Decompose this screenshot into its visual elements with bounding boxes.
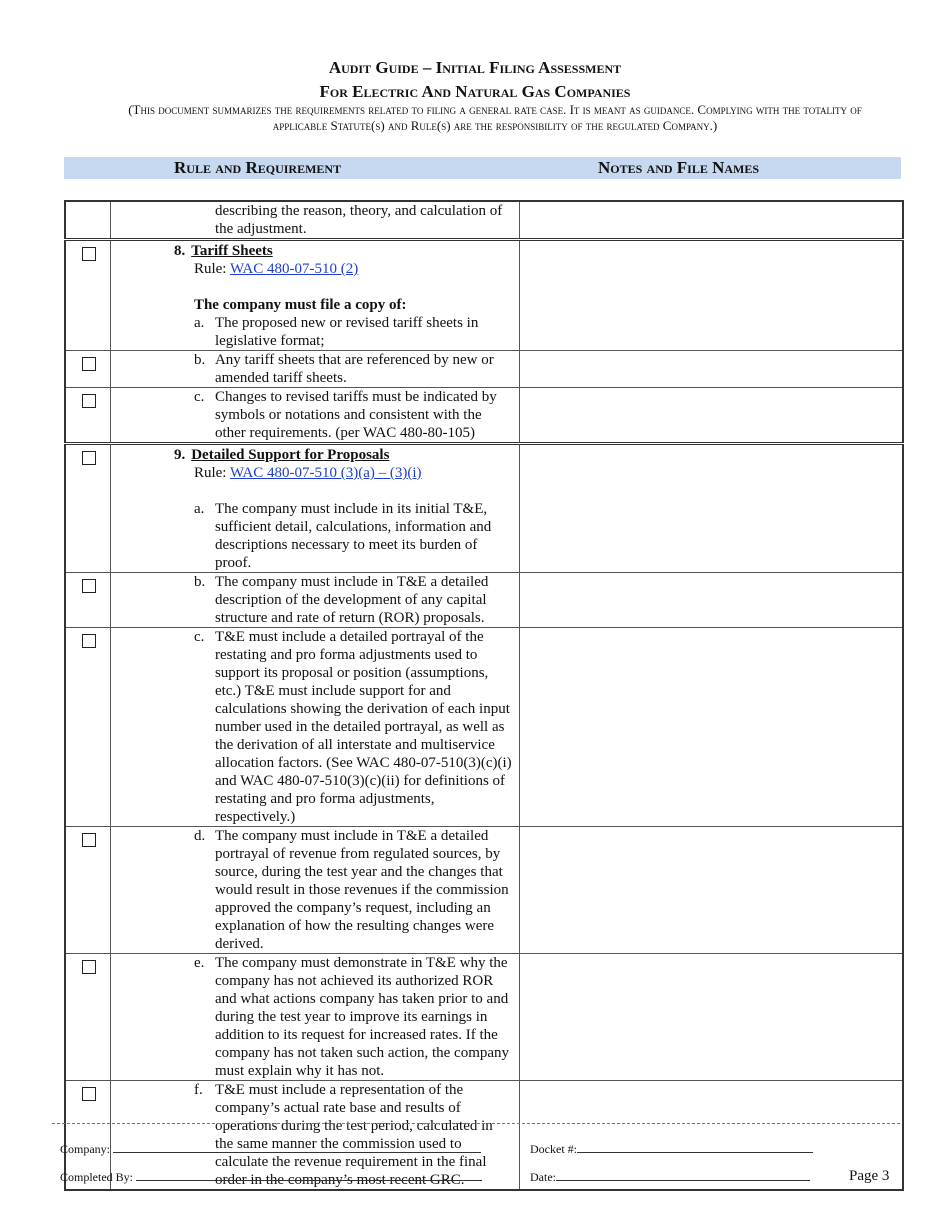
column-header-band: [64, 157, 901, 179]
docket-field: [530, 1140, 813, 1157]
notes-cell[interactable]: [520, 827, 903, 954]
table-row: [65, 388, 903, 444]
notes-cell[interactable]: [520, 628, 903, 827]
docket-label: Docket #:: [530, 1142, 577, 1156]
completed-by-field: [60, 1168, 482, 1185]
section-number: 9.: [173, 447, 186, 463]
footer-divider: [52, 1123, 900, 1124]
item-text: Changes to revised tariffs must be indicated by symbols or notations and consistent with the other requirements. (per WAC 480-80-105): [214, 389, 497, 441]
date-field: [530, 1168, 810, 1185]
item-letter: c.: [193, 389, 205, 405]
item-text: The company must include in T&E a detailed description of the development of any capital structure and rate of return (ROR) proposals.: [214, 574, 489, 626]
table-row: [65, 444, 903, 573]
docket-line[interactable]: [577, 1140, 813, 1153]
item-letter: f.: [193, 1082, 203, 1098]
item-text: The company must include in T&E a detailed portrayal of revenue from regulated sources, by source, during the test year and the changes that would result in those revenues if the commission approved the company’s request, including an explanation of how the resulting changes were derived.: [214, 828, 509, 952]
table-row: [65, 954, 903, 1081]
table-row: [65, 351, 903, 388]
notes-cell[interactable]: [520, 954, 903, 1081]
table-row: [65, 240, 903, 351]
section-title: Tariff Sheets: [191, 243, 273, 259]
item-letter: e.: [193, 955, 205, 971]
company-line[interactable]: [113, 1140, 481, 1153]
checkbox-9e[interactable]: [82, 960, 96, 974]
section-number: 8.: [173, 243, 186, 259]
item-text: The proposed new or revised tariff sheets in legislative format;: [214, 315, 479, 349]
item-text: The company must include in its initial T&E, sufficient detail, calculations, information and descriptions necessary to meet its burden of proof.: [214, 501, 492, 571]
checklist-table: [64, 200, 904, 1191]
intro-text: The company must file a copy of:: [193, 297, 407, 313]
completed-by-label: Completed By:: [60, 1170, 133, 1184]
page-number: Page 3: [849, 1168, 890, 1184]
item-letter: a.: [193, 315, 205, 331]
checkbox-9d[interactable]: [82, 833, 96, 847]
title-line-2: For Electric And Natural Gas Companies: [319, 82, 631, 101]
checkbox-8b[interactable]: [82, 357, 96, 371]
checkbox-9c[interactable]: [82, 634, 96, 648]
item-text: Any tariff sheets that are referenced by new or amended tariff sheets.: [214, 352, 494, 386]
notes-cell[interactable]: [520, 444, 903, 573]
section-title: Detailed Support for Proposals: [191, 447, 390, 463]
table-row: [65, 827, 903, 954]
completed-by-line[interactable]: [136, 1168, 482, 1181]
table-row: [65, 628, 903, 827]
rule-link[interactable]: WAC 480-07-510 (2): [229, 261, 359, 277]
checkbox-8a[interactable]: [82, 247, 96, 261]
company-label: Company:: [60, 1142, 110, 1156]
rule-label: Rule:: [193, 261, 230, 277]
item-text: T&E must include a detailed portrayal of the restating and pro forma adjustments used to support its proposal or position (assumptions, etc.) T&E must include support for and calculations showing the derivation of each input number used in the detailed portrayal, as well as the derivation of all interstate and multiservice allocation factors. (See WAC 480-07-510(3)(c)(i) and WAC 480-07-510(3)(c)(ii) for definitions of restating and pro forma adjustments, respectively.): [214, 629, 512, 825]
subtitle: (This document summarizes the requirements related to filing a general rate case. It is meant as guidance. Complying with the totality of applicable Statute(s) and Rule(s) are the responsibility of the regulated Company.): [128, 102, 862, 133]
notes-cell[interactable]: [520, 388, 903, 444]
item-letter: c.: [193, 629, 205, 645]
item-text: The company must demonstrate in T&E why the company has not achieved its authorized ROR and what actions company has taken prior to and during the test year to improve its earnings in addition to its request for increased rates. If the company has not taken such action, the company must explain why it has not.: [214, 955, 510, 1079]
checkbox-8c[interactable]: [82, 394, 96, 408]
checkbox-9a[interactable]: [82, 451, 96, 465]
notes-cell[interactable]: [520, 201, 903, 240]
date-line[interactable]: [556, 1168, 810, 1181]
table-row: [65, 201, 903, 240]
item-letter: b.: [193, 574, 206, 590]
notes-cell[interactable]: [520, 240, 903, 351]
company-field: [60, 1140, 481, 1157]
item-letter: b.: [193, 352, 206, 368]
column-rule-header: Rule and Requirement: [174, 158, 342, 177]
notes-cell[interactable]: [520, 573, 903, 628]
item-letter: d.: [193, 828, 206, 844]
title-line-1: Audit Guide – Initial Filing Assessment: [328, 58, 622, 77]
checkbox-9f[interactable]: [82, 1087, 96, 1101]
item-text: T&E must include a representation of the company’s actual rate base and results of operations during the test period, calculated in the same manner the commission used to calculate the revenue requirement in the final order in the company’s most recent GRC.: [214, 1082, 493, 1188]
item-letter: a.: [193, 501, 205, 517]
column-notes-header: Notes and File Names: [598, 158, 760, 177]
rule-label: Rule:: [193, 465, 230, 481]
table-row: [65, 573, 903, 628]
notes-cell[interactable]: [520, 351, 903, 388]
continuation-text: describing the reason, theory, and calculation of the adjustment.: [214, 203, 503, 237]
rule-link[interactable]: WAC 480-07-510 (3)(a) – (3)(i): [229, 465, 422, 481]
date-label: Date:: [530, 1170, 556, 1184]
checkbox-9b[interactable]: [82, 579, 96, 593]
